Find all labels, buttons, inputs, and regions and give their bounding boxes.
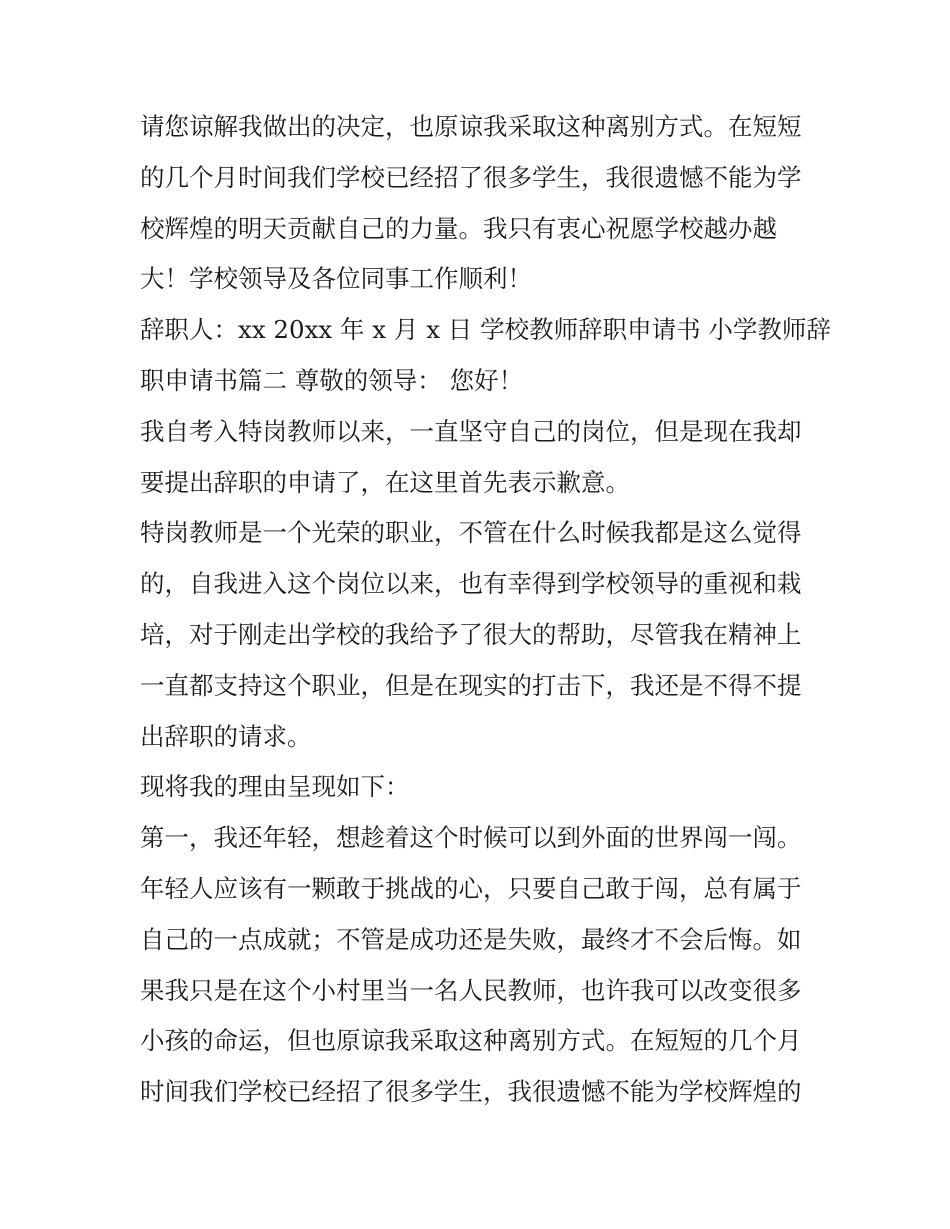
text-line: 我自考入特岗教师以来，一直坚守自己的岗位，但是现在我却: [140, 416, 802, 446]
text-line: 特岗教师是一个光荣的职业，不管在什么时候我都是这么觉得: [140, 518, 802, 548]
text-line: 的几个月时间我们学校已经招了很多学生，我很遗憾不能为学: [140, 162, 802, 192]
text-line: 现将我的理由呈现如下：: [140, 772, 410, 802]
document-body: [140, 102, 831, 1118]
text-line: 自己的一点成就；不管是成功还是失败，最终才不会后悔。如: [140, 924, 802, 954]
text-line: 时间我们学校已经招了很多学生，我很遗憾不能为学校辉煌的: [140, 1077, 802, 1107]
text-line: 要提出辞职的申请了，在这里首先表示歉意。: [140, 467, 630, 497]
text-line: 培，对于刚走出学校的我给予了很大的帮助，尽管我在精神上: [140, 619, 802, 649]
text-line: 一直都支持这个职业，但是在现实的打击下，我还是不得不提: [140, 670, 802, 700]
signature-line: 辞职人：xx 20xx 年 x 月 x 日 学校教师辞职申请书 小学教师辞: [140, 315, 831, 345]
text-line: 小孩的命运，但也原谅我采取这种离别方式。在短短的几个月: [140, 1026, 802, 1056]
text-line: 的，自我进入这个岗位以来，也有幸得到学校领导的重视和栽: [140, 569, 802, 599]
text-line: 职申请书篇二 尊敬的领导： 您好！: [140, 365, 524, 395]
text-line: 出辞职的请求。: [140, 721, 312, 751]
text-line: 大！学校领导及各位同事工作顺利！: [140, 264, 532, 294]
text-line: 校辉煌的明天贡献自己的力量。我只有衷心祝愿学校越办越: [140, 213, 777, 243]
text-line: 年轻人应该有一颗敢于挑战的心，只要自己敢于闯，总有属于: [140, 873, 802, 903]
text-line: 请您谅解我做出的决定，也原谅我采取这种离别方式。在短短: [140, 112, 802, 141]
text-line: 果我只是在这个小村里当一名人民教师，也许我可以改变很多: [140, 975, 802, 1005]
text-line: 第一，我还年轻，想趁着这个时候可以到外面的世界闯一闯。: [140, 823, 802, 853]
